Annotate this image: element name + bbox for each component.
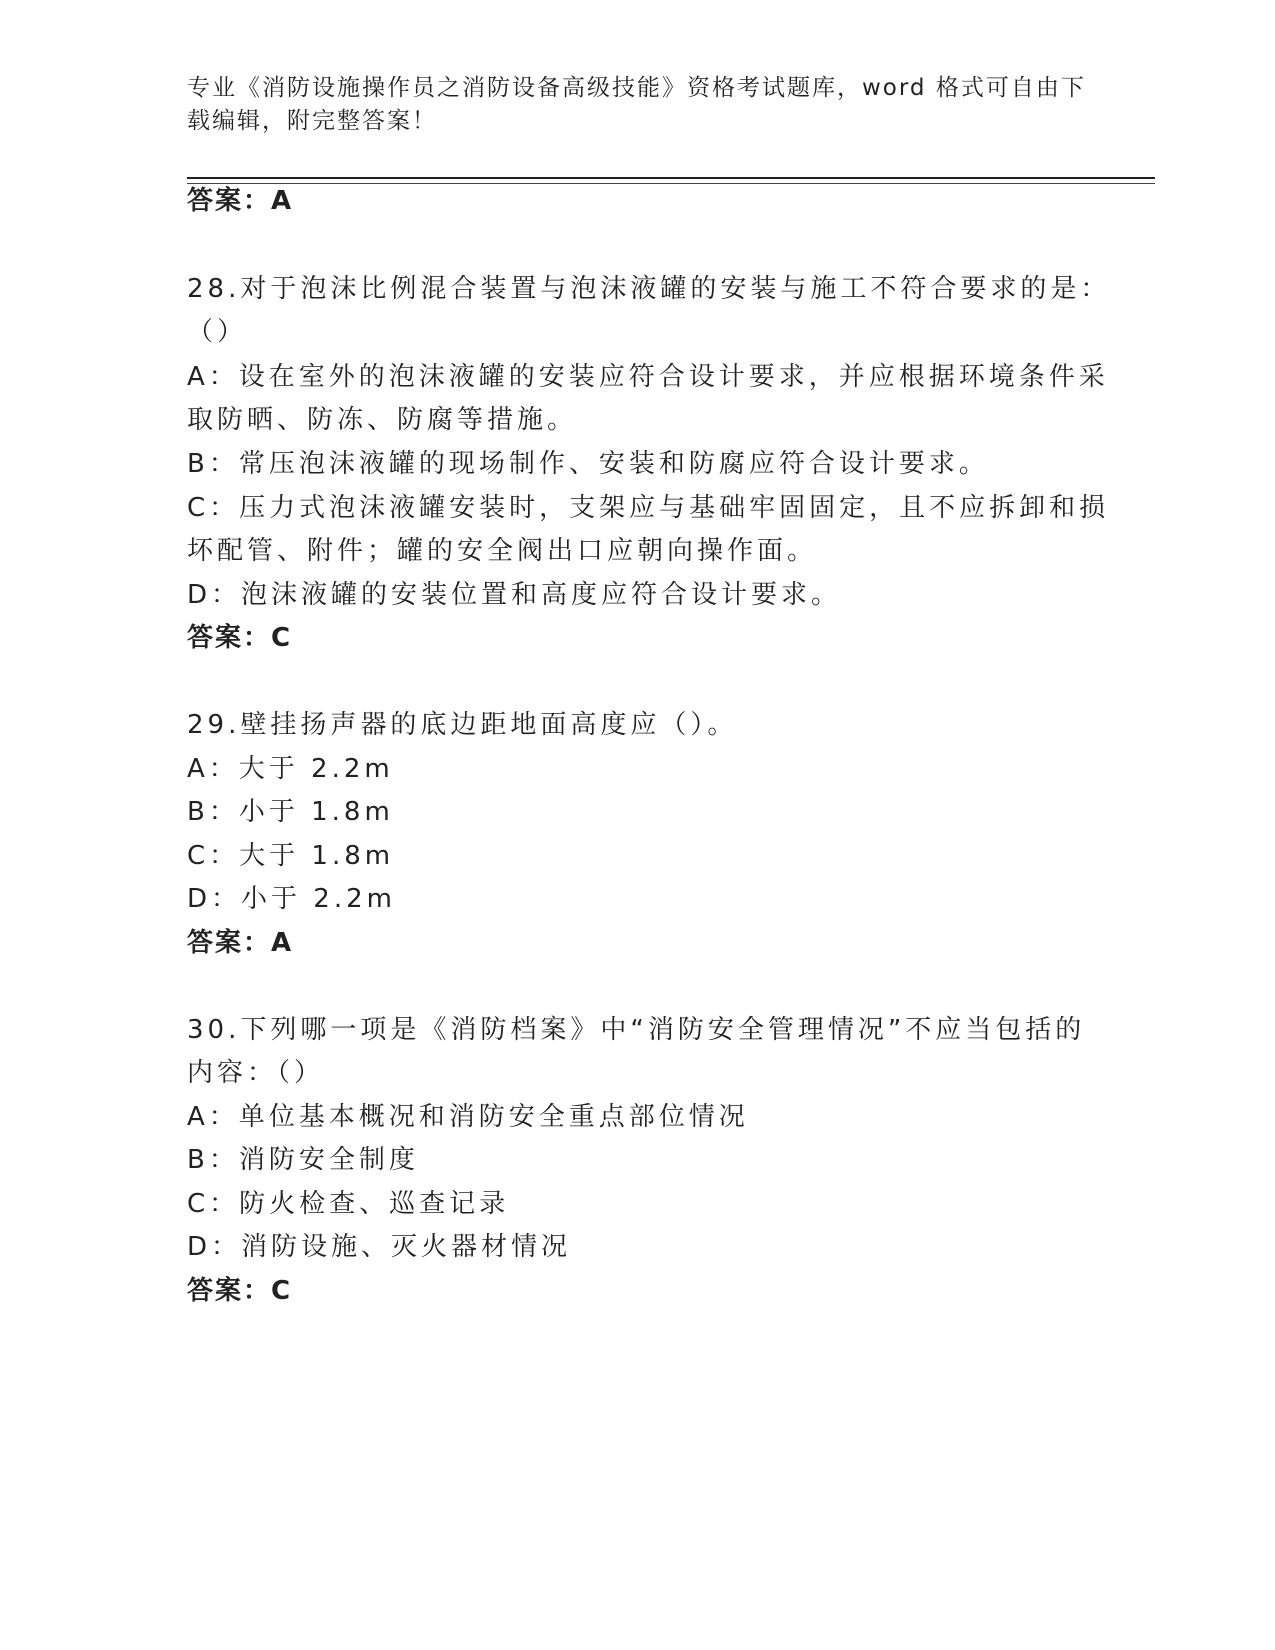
previous-answer: 答案：A (187, 186, 294, 216)
option-d: D：小于 2.2m (187, 884, 396, 914)
question-stem-continued: （） (187, 317, 248, 347)
option-c-continued: 坏配管、附件；罐的安全阀出口应朝向操作面。 (187, 536, 818, 566)
option-b: B：消防安全制度 (187, 1145, 419, 1175)
header-line-2: 载编辑，附完整答案！ (187, 108, 437, 134)
option-a: A：设在室外的泡沫液罐的安装应符合设计要求，并应根据环境条件采 (187, 362, 1109, 392)
option-a-continued: 取防晒、防冻、防腐等措施。 (187, 405, 578, 435)
option-b: B：小于 1.8m (187, 797, 394, 827)
answer: 答案：C (187, 1276, 293, 1306)
option-c: C：防火检查、巡查记录 (187, 1189, 510, 1219)
option-d: D：泡沫液罐的安装位置和高度应符合设计要求。 (187, 580, 842, 610)
answer: 答案：A (187, 928, 294, 958)
answer: 答案：C (187, 623, 293, 653)
header-rule-thin (187, 183, 1155, 184)
page-header (187, 72, 1087, 138)
header-line-1: 专业《消防设施操作员之消防设备高级技能》资格考试题库，word 格式可自由下 (187, 75, 1086, 101)
option-c: C：压力式泡沫液罐安装时，支架应与基础牢固固定，且不应拆卸和损 (187, 493, 1110, 523)
header-rule-thick (187, 177, 1155, 179)
option-b: B：常压泡沫液罐的现场制作、安装和防腐应符合设计要求。 (187, 449, 989, 479)
question-stem: 29.壁挂扬声器的底边距地面高度应（）。 (187, 710, 738, 740)
question-stem: 28.对于泡沫比例混合装置与泡沫液罐的安装与施工不符合要求的是： (187, 274, 1111, 304)
option-a: A：大于 2.2m (187, 754, 394, 784)
question-stem-continued: 内容：（） (187, 1058, 325, 1088)
question-stem: 30.下列哪一项是《消防档案》中“消防安全管理情况”不应当包括的 (187, 1015, 1086, 1045)
option-d: D：消防设施、灭火器材情况 (187, 1232, 572, 1262)
option-c: C：大于 1.8m (187, 841, 395, 871)
option-a: A：单位基本概况和消防安全重点部位情况 (187, 1102, 749, 1132)
